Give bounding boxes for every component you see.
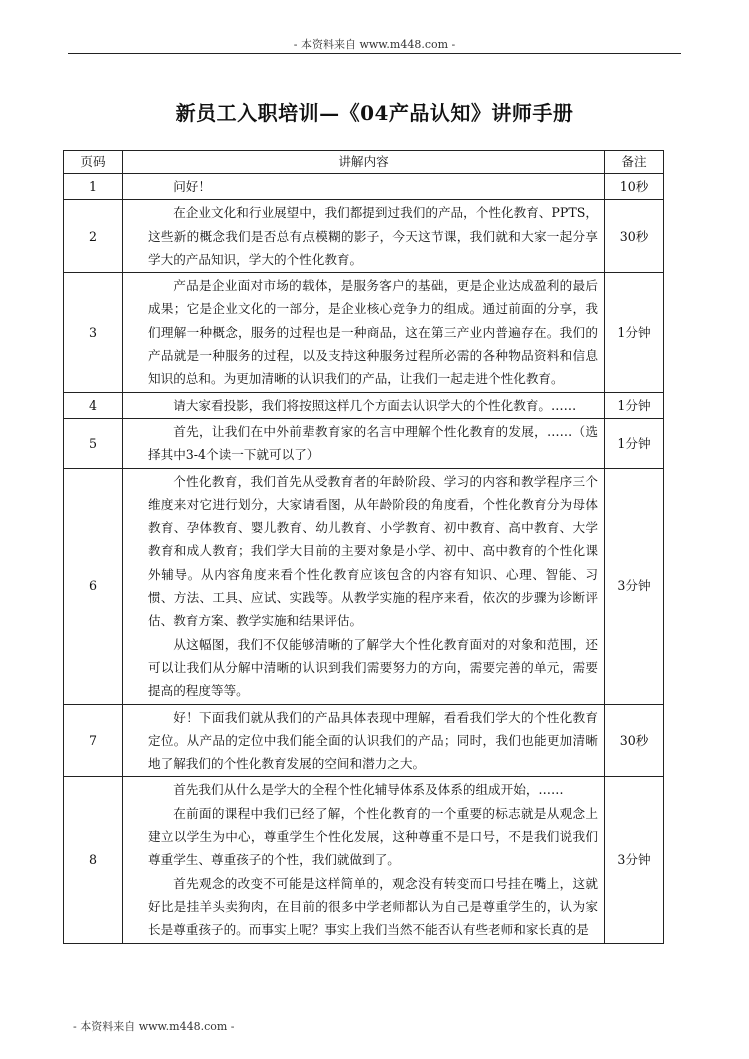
- content-paragraph: 首先观念的改变不可能是这样简单的，观念没有转变而口号挂在嘴上，这就好比是挂羊头卖狗肉，在目前的很多中学老师都认为自己是尊重学生的，认为家长是尊重孩子的。而事实上呢？事实上我们当然不能否认有些老师和家长真的是: [148, 875, 598, 938]
- row-page-number: 8: [64, 777, 123, 943]
- content-paragraph: 个性化教育，我们首先从受教育者的年龄阶段、学习的内容和教学程序三个维度来对它进行划分，大家请看图，从年龄阶段的角度看，个性化教育分为母体教育、孕体教育、婴儿教育、幼儿教育、小学教育、初中教育、高中教育、大学教育和成人教育；我们学大目前的主要对象是小学、初中、高中教育的个性化课外辅导。从内容角度来看个性化教育应该包含的内容有知识、心理、智能、习惯、方法、工具、应试、实践等。从教学实施的程序来看，依次的步骤为诊断评估、教育方案、教学实施和结果评估。: [148, 473, 598, 629]
- table-row: [64, 704, 664, 777]
- table-row: [64, 174, 664, 200]
- header-note: 备注: [605, 151, 664, 174]
- row-duration: 30秒: [605, 704, 664, 777]
- table-row: [64, 418, 664, 468]
- content-paragraph: 从这幅图，我们不仅能够清晰的了解学大个性化教育面对的对象和范围，还可以让我们从分解中清晰的认识到我们需要努力的方向，需要完善的单元，需要提高的程度等等。: [148, 636, 598, 699]
- row-page-number: 6: [64, 468, 123, 704]
- content-paragraph: 请大家看投影，我们将按照这样几个方面去认识学大的个性化教育。……: [173, 397, 577, 413]
- row-duration: 3分钟: [605, 468, 664, 704]
- row-duration: 30秒: [605, 200, 664, 273]
- row-content: [123, 174, 605, 200]
- content-paragraph: 问好！: [173, 179, 211, 194]
- content-paragraph: 首先我们从什么是学大的全程个性化辅导体系及体系的组成开始，……: [173, 782, 564, 798]
- table-row: [64, 200, 664, 273]
- header-page: 页码: [64, 151, 123, 174]
- table-row: [64, 273, 664, 392]
- row-content: [123, 777, 605, 943]
- content-paragraph: 好！下面我们就从我们的产品具体表现中理解，看看我们学大的个性化教育定位。从产品的定位中我们能全面的认识我们的产品；同时，我们也能更加清晰地了解我们的个性化教育发展的空间和潜力之大。: [148, 709, 598, 772]
- row-page-number: 4: [64, 392, 123, 418]
- row-content: [123, 273, 605, 392]
- row-content: [123, 704, 605, 777]
- content-paragraph: 首先，让我们在中外前辈教育家的名言中理解个性化教育的发展，……（选择其中3-4个读一下就可以了）: [148, 423, 598, 463]
- table-row: [64, 468, 664, 704]
- document-title: 新员工入职培训—《04产品认知》讲师手册: [175, 101, 574, 125]
- content-paragraph: 产品是企业面对市场的载体，是服务客户的基础，更是企业达成盈利的最后成果；它是企业文化的一部分，是企业核心竞争力的组成。通过前面的分享，我们理解一种概念，服务的过程也是一种商品，这在第三产业内普遍存在。我们的产品就是一种服务的过程，以及支持这种服务过程所必需的各种物品资料和信息知识的总和。为更加清晰的认识我们的产品，让我们一起走进个性化教育。: [148, 278, 598, 387]
- row-page-number: 2: [64, 200, 123, 273]
- row-page-number: 7: [64, 704, 123, 777]
- row-content: [123, 392, 605, 418]
- row-content: [123, 468, 605, 704]
- row-page-number: 3: [64, 273, 123, 392]
- table-row: [64, 392, 664, 418]
- row-duration: 1分钟: [605, 418, 664, 468]
- row-duration: 1分钟: [605, 392, 664, 418]
- content-paragraph: 在前面的课程中我们已经了解，个性化教育的一个重要的标志就是从观念上建立以学生为中心，尊重学生个性化发展，这种尊重不是口号，不是我们说我们尊重学生、尊重孩子的个性，我们就做到了。: [148, 805, 598, 868]
- table-header-row: [64, 151, 664, 174]
- header-rule: [68, 53, 681, 54]
- row-page-number: 1: [64, 174, 123, 200]
- row-page-number: 5: [64, 418, 123, 468]
- row-content: [123, 418, 605, 468]
- lecture-table: [63, 150, 664, 944]
- content-paragraph: 在企业文化和行业展望中，我们都提到过我们的产品，个性化教育、PPTS，这些新的概念我们是否总有点模糊的影子，今天这节课，我们就和大家一起分享学大的产品知识，学大的个性化教育。: [148, 205, 598, 267]
- table-row: [64, 777, 664, 943]
- header-content: 讲解内容: [123, 151, 605, 174]
- page-header-source: - 本资料来自 www.m448.com -: [293, 38, 456, 51]
- row-content: [123, 200, 605, 273]
- row-duration: 3分钟: [605, 777, 664, 943]
- page-footer-source: - 本资料来自 www.m448.com -: [73, 1020, 235, 1033]
- row-duration: 10秒: [605, 174, 664, 200]
- row-duration: 1分钟: [605, 273, 664, 392]
